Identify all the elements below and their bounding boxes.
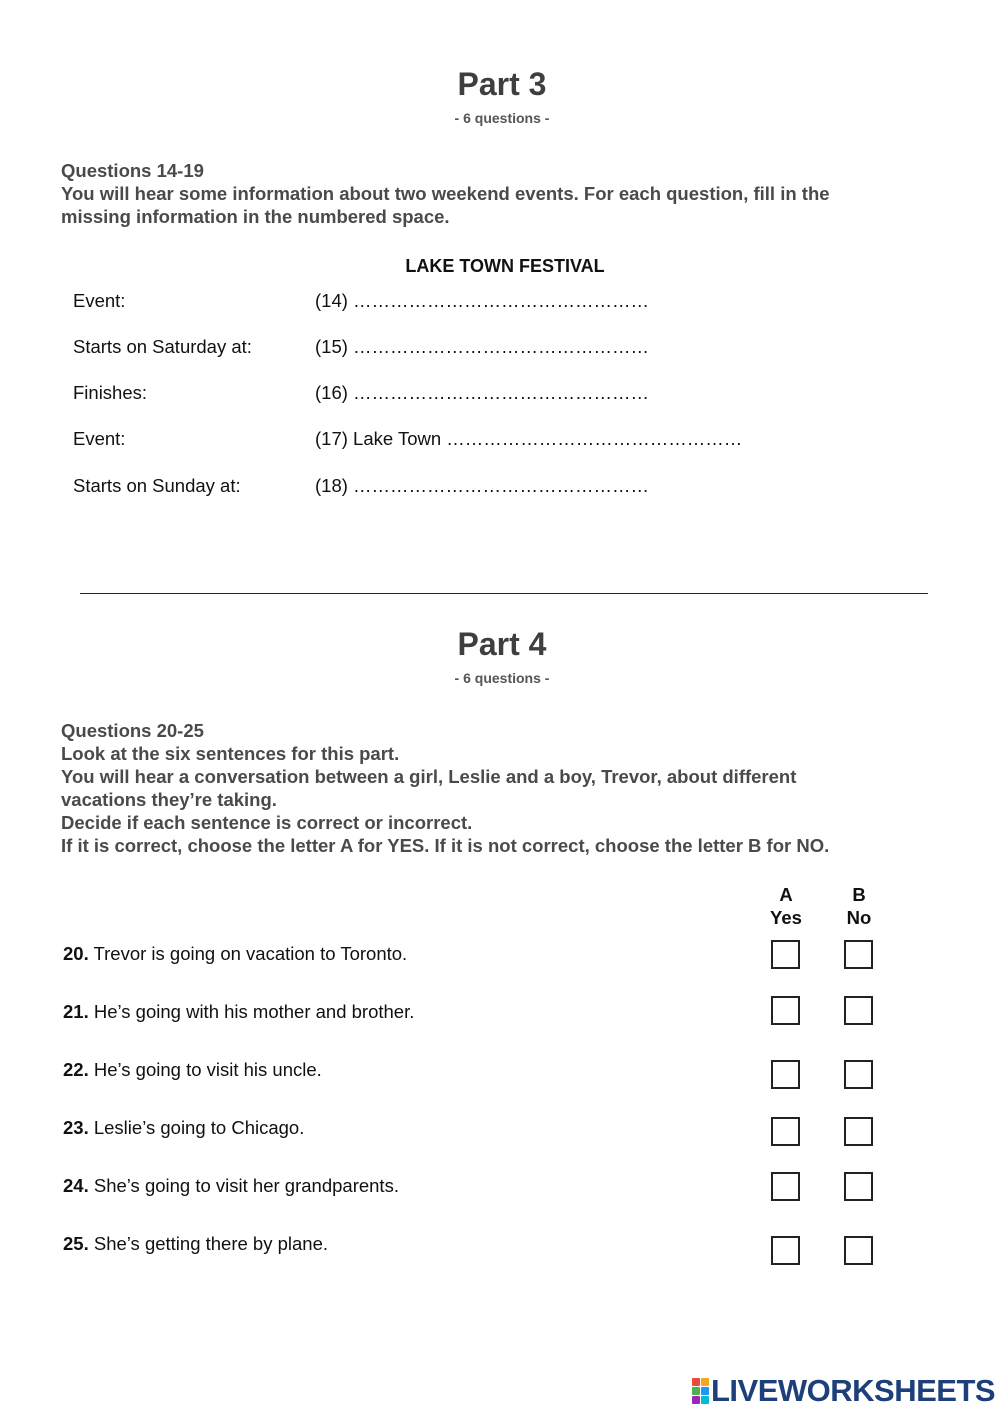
logo-text: LIVEWORKSHEETS xyxy=(711,1373,996,1408)
instruction-line: Look at the six sentences for this part. xyxy=(61,743,400,764)
festival-title: LAKE TOWN FESTIVAL xyxy=(405,256,605,276)
column-letter: B xyxy=(852,884,866,905)
column-letter: A xyxy=(779,884,793,905)
instruction-line: If it is correct, choose the letter A for YES. If it is not correct, choose the letter B for NO. xyxy=(61,835,830,856)
liveworksheets-logo-icon xyxy=(692,1378,709,1404)
q21-no-checkbox[interactable] xyxy=(844,996,873,1025)
question-row xyxy=(63,1117,304,1139)
logo-square xyxy=(701,1378,709,1386)
column-label: Yes xyxy=(770,907,802,928)
instruction-line: You will hear some information about two weekend events. For each question, fill in the xyxy=(61,183,830,204)
answer-field-17[interactable]: (17) Lake Town ………………………………………… xyxy=(315,428,743,449)
question-number: 24. xyxy=(63,1175,89,1196)
liveworksheets-logo xyxy=(692,1374,995,1408)
answer-field-14[interactable]: (14) ………………………………………… xyxy=(315,290,650,311)
row-label: Finishes: xyxy=(73,382,148,403)
row-label: Starts on Saturday at: xyxy=(73,336,252,357)
q24-yes-checkbox[interactable] xyxy=(771,1172,800,1201)
question-row xyxy=(63,943,407,965)
question-number: 25. xyxy=(63,1233,89,1254)
question-text: She’s going to visit her grandparents. xyxy=(93,1175,399,1196)
question-text: He’s going with his mother and brother. xyxy=(93,1001,415,1022)
column-label: No xyxy=(846,907,872,928)
answer-field-16[interactable]: (16) ………………………………………… xyxy=(315,382,650,403)
instruction-line: Questions 20-25 xyxy=(61,720,204,741)
question-number: 20. xyxy=(63,943,89,964)
question-number: 22. xyxy=(63,1059,89,1080)
answer-field-15[interactable]: (15) ………………………………………… xyxy=(315,336,650,357)
logo-square xyxy=(701,1387,709,1395)
question-text: She’s getting there by plane. xyxy=(93,1233,329,1254)
column-header-b xyxy=(829,883,889,929)
q25-yes-checkbox[interactable] xyxy=(771,1236,800,1265)
question-row xyxy=(63,1059,322,1081)
part4-subtitle: - 6 questions - xyxy=(454,670,550,686)
q20-no-checkbox[interactable] xyxy=(844,940,873,969)
question-text: He’s going to visit his uncle. xyxy=(93,1059,322,1080)
q22-no-checkbox[interactable] xyxy=(844,1060,873,1089)
q23-no-checkbox[interactable] xyxy=(844,1117,873,1146)
column-header-a xyxy=(756,883,816,929)
logo-square xyxy=(692,1387,700,1395)
instruction-line: Questions 14-19 xyxy=(61,160,204,181)
part3-title: Part 3 xyxy=(457,66,547,102)
instruction-line: You will hear a conversation between a girl, Leslie and a boy, Trevor, about different xyxy=(61,766,797,787)
instruction-line: missing information in the numbered space. xyxy=(61,206,450,227)
question-number: 21. xyxy=(63,1001,89,1022)
q22-yes-checkbox[interactable] xyxy=(771,1060,800,1089)
row-label: Event: xyxy=(73,290,126,311)
question-number: 23. xyxy=(63,1117,89,1138)
q24-no-checkbox[interactable] xyxy=(844,1172,873,1201)
instruction-line: vacations they’re taking. xyxy=(61,789,277,810)
answer-field-18[interactable]: (18) ………………………………………… xyxy=(315,475,650,496)
instruction-line: Decide if each sentence is correct or incorrect. xyxy=(61,812,473,833)
question-row xyxy=(63,1233,328,1255)
logo-square xyxy=(692,1396,700,1404)
q21-yes-checkbox[interactable] xyxy=(771,996,800,1025)
q25-no-checkbox[interactable] xyxy=(844,1236,873,1265)
section-divider xyxy=(80,593,928,594)
q23-yes-checkbox[interactable] xyxy=(771,1117,800,1146)
question-text: Trevor is going on vacation to Toronto. xyxy=(93,943,408,964)
row-label: Starts on Sunday at: xyxy=(73,475,241,496)
logo-square xyxy=(701,1396,709,1404)
logo-square xyxy=(692,1378,700,1386)
part3-subtitle: - 6 questions - xyxy=(454,110,550,126)
row-label: Event: xyxy=(73,428,126,449)
q20-yes-checkbox[interactable] xyxy=(771,940,800,969)
part3-instructions xyxy=(61,159,961,228)
part4-instructions xyxy=(61,719,961,857)
question-row xyxy=(63,1001,414,1023)
question-text: Leslie’s going to Chicago. xyxy=(93,1117,305,1138)
question-row xyxy=(63,1175,399,1197)
part4-title: Part 4 xyxy=(457,626,547,662)
